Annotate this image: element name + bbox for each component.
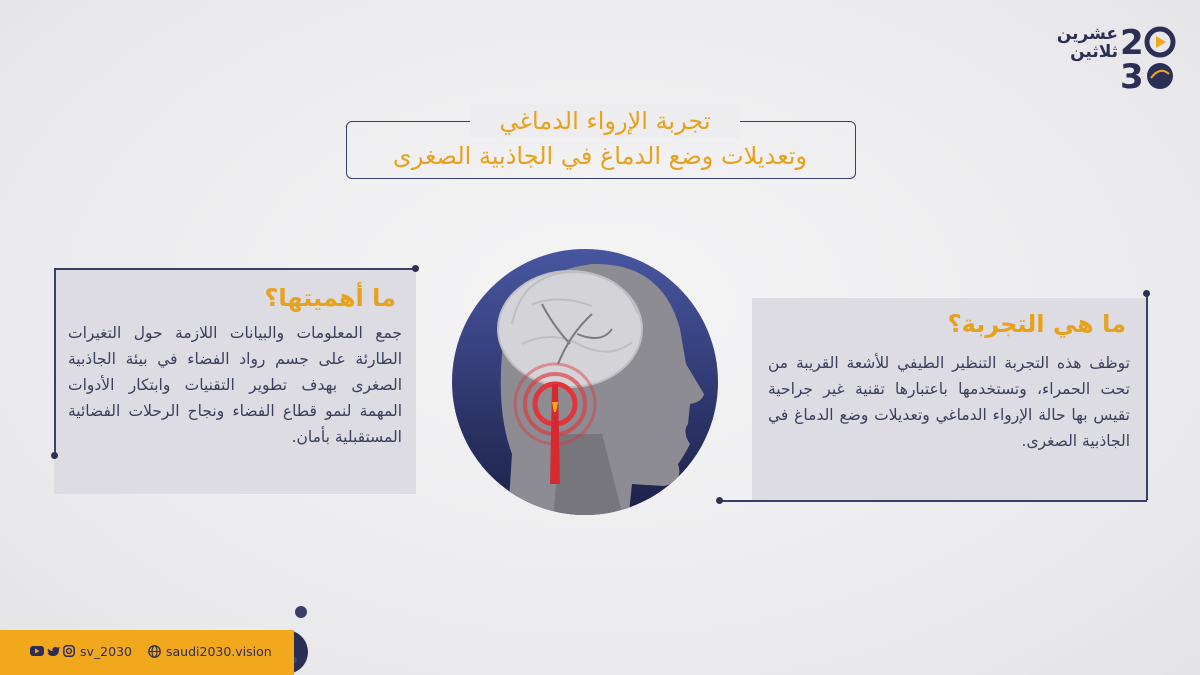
- globe-icon: [148, 645, 161, 658]
- logo-2030-mark: [1120, 22, 1178, 92]
- logo-text: [1057, 26, 1118, 62]
- left-card-side-line: [54, 268, 56, 458]
- website-link[interactable]: saudi2030.vision: [166, 644, 272, 659]
- importance-card: [54, 268, 416, 494]
- twitter-icon[interactable]: [47, 645, 60, 657]
- logo-line2: ثلاثين: [1070, 41, 1118, 62]
- experiment-card: [752, 298, 1146, 500]
- importance-heading: ما أهميتها؟: [264, 284, 396, 312]
- importance-body: جمع المعلومات والبيانات اللازمة حول التغيرات الطارئة على جسم رواد الفضاء في بيئة الجاذبية الصغرى بهدف تطوير التقنيات وابتكار الأدوات المهمة لنمو قطاع الفضاء ونجاح الرحلات الفضائية المستقبلية بأمان.: [68, 324, 402, 446]
- left-card-dot-bottom: [51, 452, 58, 459]
- logo-line1: عشرين: [1056, 24, 1118, 44]
- right-card-side-line: [1146, 292, 1148, 500]
- experiment-heading: ما هي التجربة؟: [947, 310, 1126, 338]
- page-title-line2: وتعديلات وضع الدماغ في الجاذبية الصغرى: [392, 142, 808, 170]
- brain-head-illustration: [452, 234, 718, 532]
- social-handle[interactable]: sv_2030: [80, 644, 132, 659]
- youtube-icon[interactable]: [30, 645, 44, 657]
- brain: [498, 271, 642, 387]
- svg-text:2: 2: [1120, 23, 1144, 63]
- instagram-icon[interactable]: [63, 645, 75, 657]
- page-title-line1: تجربة الإرواء الدماغي: [470, 104, 740, 138]
- svg-text:3: 3: [1120, 57, 1144, 92]
- right-card-bottom-line: [720, 500, 1147, 502]
- vision-2030-logo: [1018, 22, 1178, 92]
- footer-bar: [0, 630, 294, 675]
- experiment-body: توظف هذه التجربة التنظير الطيفي للأشعة القريبة من تحت الحمراء، وتستخدمها باعتبارها تقنية غير جراحية تقيس بها حالة الإرواء الدماغي وتعديلات وضع الدماغ في الجاذبية الصغرى.: [768, 354, 1130, 450]
- left-card-dot-top: [412, 265, 419, 272]
- right-card-dot-top: [1143, 290, 1150, 297]
- left-card-top-line: [54, 268, 416, 270]
